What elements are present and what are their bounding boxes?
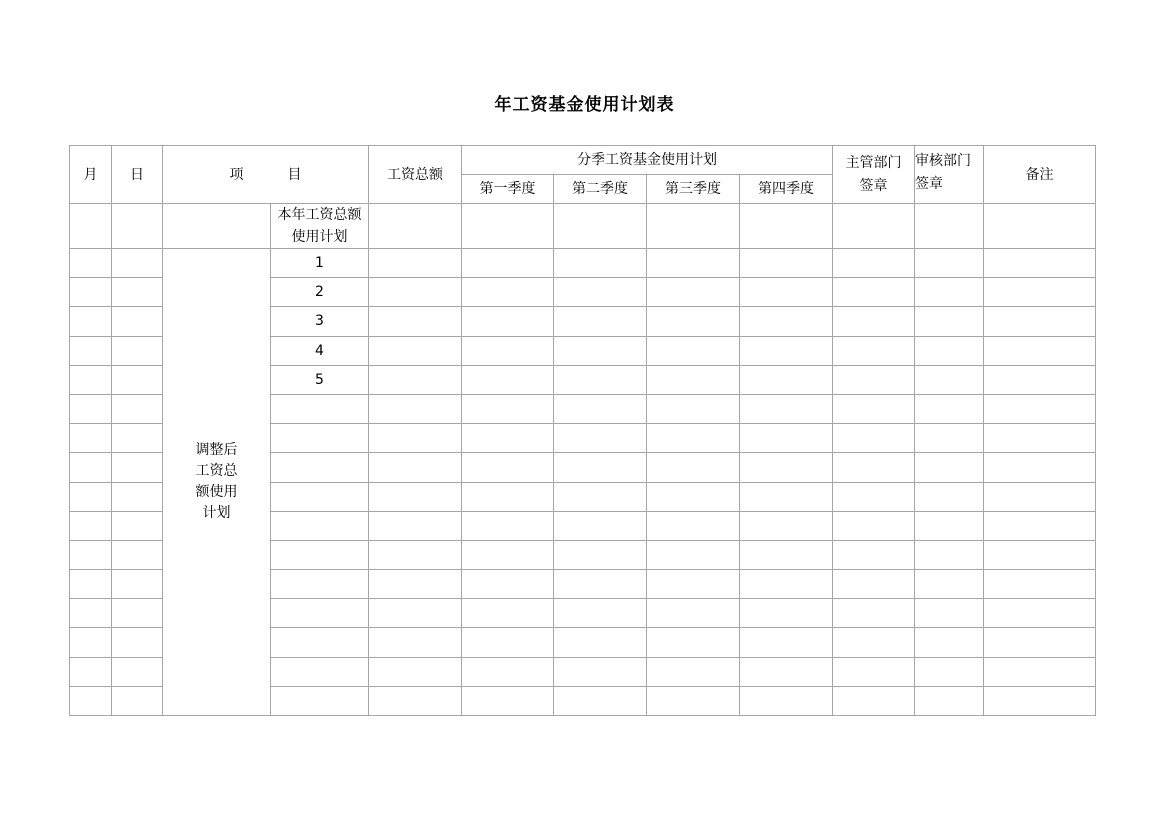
item-number bbox=[271, 453, 369, 482]
cell[interactable] bbox=[112, 365, 163, 394]
cell[interactable] bbox=[833, 336, 915, 365]
cell[interactable] bbox=[833, 628, 915, 657]
header-supervisor-seal bbox=[833, 146, 915, 204]
cell[interactable] bbox=[112, 204, 163, 249]
cell[interactable] bbox=[984, 365, 1096, 394]
cell[interactable] bbox=[554, 686, 647, 715]
cell[interactable] bbox=[369, 336, 462, 365]
cell[interactable] bbox=[915, 657, 984, 686]
cell[interactable] bbox=[647, 657, 740, 686]
cell[interactable] bbox=[984, 278, 1096, 307]
cell[interactable] bbox=[740, 307, 833, 336]
cell[interactable] bbox=[984, 657, 1096, 686]
cell[interactable] bbox=[70, 365, 112, 394]
cell[interactable] bbox=[462, 365, 554, 394]
cell[interactable] bbox=[984, 394, 1096, 423]
cell[interactable] bbox=[462, 204, 554, 249]
cell[interactable] bbox=[647, 278, 740, 307]
cell[interactable] bbox=[369, 599, 462, 628]
item-number bbox=[271, 570, 369, 599]
cell[interactable] bbox=[984, 540, 1096, 569]
cell[interactable] bbox=[740, 570, 833, 599]
cell[interactable] bbox=[369, 307, 462, 336]
cell[interactable] bbox=[647, 336, 740, 365]
cell[interactable] bbox=[462, 540, 554, 569]
cell[interactable] bbox=[70, 570, 112, 599]
cell[interactable] bbox=[70, 336, 112, 365]
cell[interactable] bbox=[740, 540, 833, 569]
cell[interactable] bbox=[833, 482, 915, 511]
cell[interactable] bbox=[740, 599, 833, 628]
cell[interactable] bbox=[984, 599, 1096, 628]
cell[interactable] bbox=[647, 307, 740, 336]
cell[interactable] bbox=[554, 307, 647, 336]
cell[interactable] bbox=[915, 686, 984, 715]
cell[interactable] bbox=[833, 686, 915, 715]
cell[interactable] bbox=[462, 394, 554, 423]
cell[interactable] bbox=[554, 365, 647, 394]
cell[interactable] bbox=[70, 657, 112, 686]
cell[interactable] bbox=[833, 453, 915, 482]
cell[interactable] bbox=[369, 424, 462, 453]
cell[interactable] bbox=[462, 453, 554, 482]
cell[interactable] bbox=[915, 394, 984, 423]
adjusted-plan-label bbox=[163, 249, 271, 716]
header-q4: 第四季度 bbox=[740, 175, 833, 204]
cell[interactable] bbox=[647, 204, 740, 249]
cell[interactable] bbox=[647, 628, 740, 657]
cell[interactable] bbox=[647, 424, 740, 453]
cell[interactable] bbox=[112, 453, 163, 482]
cell[interactable] bbox=[462, 278, 554, 307]
cell[interactable] bbox=[915, 540, 984, 569]
item-number bbox=[271, 657, 369, 686]
cell[interactable] bbox=[833, 511, 915, 540]
cell[interactable] bbox=[740, 365, 833, 394]
cell[interactable] bbox=[462, 307, 554, 336]
cell[interactable] bbox=[554, 453, 647, 482]
header-total: 工资总额 bbox=[369, 146, 462, 204]
cell[interactable] bbox=[740, 482, 833, 511]
cell[interactable] bbox=[554, 540, 647, 569]
header-review-seal bbox=[915, 146, 984, 204]
cell[interactable] bbox=[70, 204, 112, 249]
cell[interactable] bbox=[647, 394, 740, 423]
cell[interactable] bbox=[112, 570, 163, 599]
cell[interactable] bbox=[833, 570, 915, 599]
cell[interactable] bbox=[915, 453, 984, 482]
cell[interactable] bbox=[462, 336, 554, 365]
cell[interactable] bbox=[554, 628, 647, 657]
cell[interactable] bbox=[112, 394, 163, 423]
cell[interactable] bbox=[369, 570, 462, 599]
cell[interactable] bbox=[647, 482, 740, 511]
cell[interactable] bbox=[70, 686, 112, 715]
cell[interactable] bbox=[740, 336, 833, 365]
cell[interactable] bbox=[915, 628, 984, 657]
cell[interactable] bbox=[915, 570, 984, 599]
page-title: 年工资基金使用计划表 bbox=[494, 95, 675, 115]
cell[interactable] bbox=[112, 599, 163, 628]
cell[interactable] bbox=[70, 394, 112, 423]
cell[interactable] bbox=[554, 482, 647, 511]
cell[interactable] bbox=[647, 511, 740, 540]
cell[interactable] bbox=[112, 336, 163, 365]
cell[interactable] bbox=[833, 204, 915, 249]
cell[interactable] bbox=[70, 628, 112, 657]
item-number bbox=[271, 628, 369, 657]
cell[interactable] bbox=[833, 278, 915, 307]
cell[interactable] bbox=[554, 278, 647, 307]
cell[interactable] bbox=[112, 424, 163, 453]
cell[interactable] bbox=[369, 628, 462, 657]
cell[interactable] bbox=[369, 686, 462, 715]
cell[interactable] bbox=[740, 278, 833, 307]
header-item-b: 目 bbox=[287, 166, 302, 183]
cell[interactable] bbox=[112, 511, 163, 540]
annual-plan-label bbox=[271, 204, 369, 249]
cell[interactable] bbox=[915, 278, 984, 307]
cell[interactable] bbox=[984, 686, 1096, 715]
cell[interactable] bbox=[70, 278, 112, 307]
cell[interactable] bbox=[740, 249, 833, 278]
cell[interactable] bbox=[70, 540, 112, 569]
cell[interactable] bbox=[833, 657, 915, 686]
cell[interactable] bbox=[70, 453, 112, 482]
cell[interactable] bbox=[462, 511, 554, 540]
cell[interactable] bbox=[554, 511, 647, 540]
cell[interactable] bbox=[984, 424, 1096, 453]
header-item-a: 项 bbox=[229, 166, 244, 183]
cell[interactable] bbox=[369, 278, 462, 307]
cell[interactable] bbox=[112, 657, 163, 686]
cell[interactable] bbox=[740, 686, 833, 715]
cell[interactable] bbox=[112, 278, 163, 307]
cell[interactable] bbox=[647, 249, 740, 278]
cell[interactable] bbox=[554, 570, 647, 599]
header-month: 月 bbox=[70, 146, 112, 204]
item-number bbox=[271, 540, 369, 569]
cell[interactable] bbox=[70, 511, 112, 540]
cell[interactable] bbox=[554, 204, 647, 249]
header-remarks: 备注 bbox=[984, 146, 1096, 204]
cell[interactable] bbox=[462, 424, 554, 453]
annual-plan-row bbox=[70, 204, 1096, 249]
item-number: 5 bbox=[271, 365, 369, 394]
item-number: 1 bbox=[271, 249, 369, 278]
cell[interactable] bbox=[915, 424, 984, 453]
cell[interactable] bbox=[369, 365, 462, 394]
cell[interactable] bbox=[369, 657, 462, 686]
cell[interactable] bbox=[462, 482, 554, 511]
cell[interactable] bbox=[740, 204, 833, 249]
cell[interactable] bbox=[915, 307, 984, 336]
cell[interactable] bbox=[833, 307, 915, 336]
cell[interactable] bbox=[915, 365, 984, 394]
item-number bbox=[271, 424, 369, 453]
cell[interactable] bbox=[554, 657, 647, 686]
cell[interactable] bbox=[554, 599, 647, 628]
cell[interactable] bbox=[112, 628, 163, 657]
cell[interactable] bbox=[833, 249, 915, 278]
cell[interactable] bbox=[112, 482, 163, 511]
cell[interactable] bbox=[369, 511, 462, 540]
cell[interactable] bbox=[554, 424, 647, 453]
annual-plan-label-text: 本年工资总额使用计划 bbox=[277, 207, 362, 245]
header-day: 日 bbox=[112, 146, 163, 204]
header-supervisor-seal-text: 主管部门签章 bbox=[845, 154, 902, 194]
cell[interactable] bbox=[915, 511, 984, 540]
cell[interactable] bbox=[70, 307, 112, 336]
cell[interactable] bbox=[915, 599, 984, 628]
cell[interactable] bbox=[915, 204, 984, 249]
adjusted-plan-label-text: 调整后工资总额使用计划 bbox=[195, 442, 238, 521]
item-number bbox=[271, 686, 369, 715]
cell[interactable] bbox=[112, 249, 163, 278]
cell[interactable] bbox=[740, 511, 833, 540]
cell[interactable] bbox=[833, 424, 915, 453]
cell[interactable] bbox=[833, 365, 915, 394]
cell[interactable] bbox=[984, 307, 1096, 336]
cell[interactable] bbox=[369, 204, 462, 249]
cell[interactable] bbox=[554, 394, 647, 423]
item-number bbox=[271, 394, 369, 423]
cell[interactable] bbox=[163, 204, 271, 249]
cell[interactable] bbox=[915, 249, 984, 278]
cell[interactable] bbox=[554, 249, 647, 278]
cell[interactable] bbox=[647, 540, 740, 569]
cell[interactable] bbox=[112, 686, 163, 715]
header-review-seal-text: 审核部门签章 bbox=[915, 153, 971, 192]
cell[interactable] bbox=[647, 365, 740, 394]
cell[interactable] bbox=[70, 599, 112, 628]
item-number bbox=[271, 511, 369, 540]
item-number: 2 bbox=[271, 278, 369, 307]
cell[interactable] bbox=[984, 482, 1096, 511]
cell[interactable] bbox=[462, 570, 554, 599]
cell[interactable] bbox=[647, 570, 740, 599]
cell[interactable] bbox=[462, 657, 554, 686]
cell[interactable] bbox=[984, 511, 1096, 540]
cell[interactable] bbox=[740, 453, 833, 482]
cell[interactable] bbox=[647, 686, 740, 715]
cell[interactable] bbox=[369, 394, 462, 423]
cell[interactable] bbox=[833, 540, 915, 569]
cell[interactable] bbox=[984, 570, 1096, 599]
cell[interactable] bbox=[984, 249, 1096, 278]
cell[interactable] bbox=[112, 540, 163, 569]
cell[interactable] bbox=[984, 336, 1096, 365]
cell[interactable] bbox=[462, 249, 554, 278]
item-number bbox=[271, 599, 369, 628]
salary-plan-table bbox=[69, 145, 1096, 716]
header-q1: 第一季度 bbox=[462, 175, 554, 204]
cell[interactable] bbox=[369, 540, 462, 569]
header-item bbox=[163, 146, 369, 204]
cell[interactable] bbox=[369, 482, 462, 511]
cell[interactable] bbox=[647, 599, 740, 628]
cell[interactable] bbox=[833, 599, 915, 628]
cell[interactable] bbox=[554, 336, 647, 365]
item-number bbox=[271, 482, 369, 511]
cell[interactable] bbox=[369, 453, 462, 482]
cell[interactable] bbox=[462, 599, 554, 628]
header-quarterly-plan: 分季工资基金使用计划 bbox=[462, 146, 833, 175]
cell[interactable] bbox=[462, 686, 554, 715]
cell[interactable] bbox=[740, 657, 833, 686]
cell[interactable] bbox=[984, 628, 1096, 657]
cell[interactable] bbox=[984, 204, 1096, 249]
cell[interactable] bbox=[112, 307, 163, 336]
cell[interactable] bbox=[833, 394, 915, 423]
cell[interactable] bbox=[740, 424, 833, 453]
item-number: 4 bbox=[271, 336, 369, 365]
header-q3: 第三季度 bbox=[647, 175, 740, 204]
cell[interactable] bbox=[915, 336, 984, 365]
item-number: 3 bbox=[271, 307, 369, 336]
cell[interactable] bbox=[915, 482, 984, 511]
header-q2: 第二季度 bbox=[554, 175, 647, 204]
cell[interactable] bbox=[984, 453, 1096, 482]
cell[interactable] bbox=[369, 249, 462, 278]
cell[interactable] bbox=[740, 628, 833, 657]
cell[interactable] bbox=[70, 424, 112, 453]
cell[interactable] bbox=[70, 482, 112, 511]
cell[interactable] bbox=[740, 394, 833, 423]
cell[interactable] bbox=[462, 628, 554, 657]
cell[interactable] bbox=[70, 249, 112, 278]
cell[interactable] bbox=[647, 453, 740, 482]
adjusted-plan-row bbox=[70, 249, 1096, 278]
